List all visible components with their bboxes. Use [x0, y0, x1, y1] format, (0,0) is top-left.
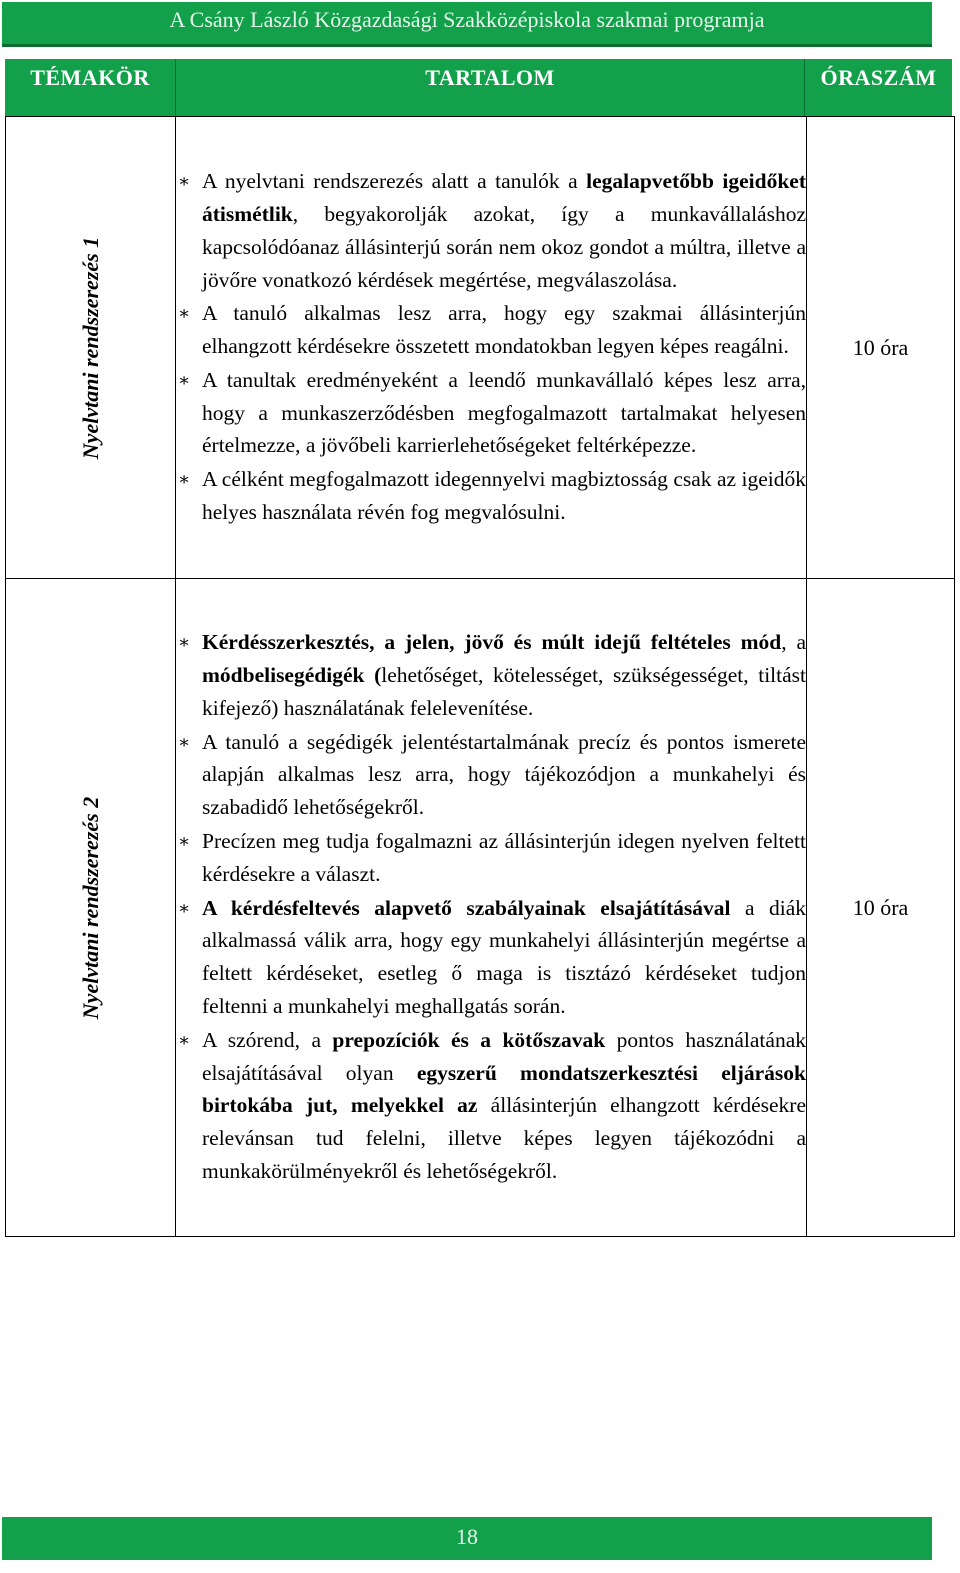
- page-number: 18: [456, 1524, 478, 1549]
- hours-cell: [807, 117, 955, 579]
- text-run: A tanultak eredményeként a leendő munkavállaló képes lesz arra, hogy a munkaszerződésben megfogalmazott tartalmakat helyesen értelmezze, a jövőbeli karrierlehetőségeket feltérképezze.: [202, 367, 806, 458]
- text-run: A tanuló alkalmas lesz arra, hogy egy szakmai állásinterjún elhangzott kérdésekre összetett mondatokban legyen képes reagálni.: [202, 301, 806, 359]
- list-item: [176, 626, 806, 724]
- list-item: [176, 463, 806, 529]
- text-run: , a: [781, 630, 806, 655]
- list-item: [176, 364, 806, 462]
- list-item: [176, 165, 806, 296]
- syllabus-table: [5, 116, 955, 1237]
- page-footer: [2, 1517, 932, 1560]
- column-header-content: TARTALOM: [175, 59, 805, 116]
- content-list: [176, 165, 806, 529]
- topic-cell: [6, 117, 176, 579]
- text-run: lehetőséget, kötelességet, szükségességet, tiltást kifejező) használatának felelevenítése.: [202, 663, 806, 720]
- document-title: A Csány László Közgazdasági Szakközépiskola szakmai programja: [169, 7, 765, 32]
- list-item: [176, 1024, 806, 1188]
- document-header-banner: [2, 2, 932, 47]
- text-run: A célként megfogalmazott idegennyelvi magbiztosság csak az igeidők helyes használata révén fog megvalósulni.: [202, 467, 806, 525]
- hours-value: 10 óra: [852, 894, 909, 920]
- text-run: Precízen meg tudja fogalmazni az állásinterjún idegen nyelven feltett kérdésekre a választ.: [202, 829, 806, 886]
- bold-text: módbelisegédigék (: [202, 663, 382, 688]
- text-run: állásinterjún elhangzott kérdésekre relevánsan tud felelni, illetve képes legyen tájékozódni a munkakörülményekről és lehetőségekről.: [202, 1093, 806, 1183]
- content-cell: [176, 117, 807, 579]
- text-run: A szórend, a: [202, 1027, 333, 1052]
- list-item: [176, 726, 806, 824]
- column-header-topic: TÉMAKÖR: [30, 65, 150, 90]
- topic-cell: [6, 579, 176, 1237]
- content-cell: [176, 579, 807, 1237]
- bold-text: prepozíciók és a kötőszavak: [332, 1027, 606, 1052]
- bold-text: A kérdésfeltevés alapvető szabályainak elsajátításával: [202, 895, 731, 920]
- bold-text: legalapvetőbb igeidőket átismétlik: [202, 169, 806, 226]
- table-row: [6, 579, 955, 1237]
- text-run: pontos használatának elsajátításával olyan: [202, 1027, 806, 1085]
- content-list: [176, 626, 806, 1188]
- table-row: [6, 117, 955, 579]
- text-run: A tanuló a segédigék jelentéstartalmának precíz és pontos ismerete alapján alkalmas lesz arra, hogy tájékozódjon a munkahelyi és szabadidő lehetőségekről.: [202, 729, 806, 820]
- table-header-row: [5, 59, 952, 116]
- list-item: [176, 825, 806, 891]
- text-run: , begyakorolják azokat, így a munkavállaláshoz kapcsolódóanaz állásinterjú során nem okoz gondot a múltra, illetve a jövőre vonatkozó kérdések megértése, megválaszolása.: [202, 201, 806, 292]
- topic-label: Nyelvtani rendszerezés 2: [77, 796, 103, 1019]
- column-header-hours: ÓRASZÁM: [820, 65, 937, 90]
- bold-text: egyszerű mondatszerkesztési eljárások birtokába jut, melyekkel az: [202, 1060, 806, 1118]
- list-item: [176, 892, 806, 1023]
- list-item: [176, 297, 806, 363]
- hours-cell: [807, 579, 955, 1237]
- bold-text: Kérdésszerkesztés, a jelen, jövő és múlt idejű feltételes mód: [202, 630, 782, 655]
- text-run: A nyelvtani rendszerezés alatt a tanulók a: [202, 169, 587, 194]
- hours-value: 10 óra: [852, 334, 909, 360]
- text-run: a diák alkalmassá válik arra, hogy egy munkahelyi állásinterjún megértse a feltett kérdéseket, esetleg ő maga is tisztázó kérdéseket tudjon feltenni a munkahelyi meghallgatás során.: [202, 895, 806, 1018]
- topic-label: Nyelvtani rendszerezés 1: [77, 236, 103, 459]
